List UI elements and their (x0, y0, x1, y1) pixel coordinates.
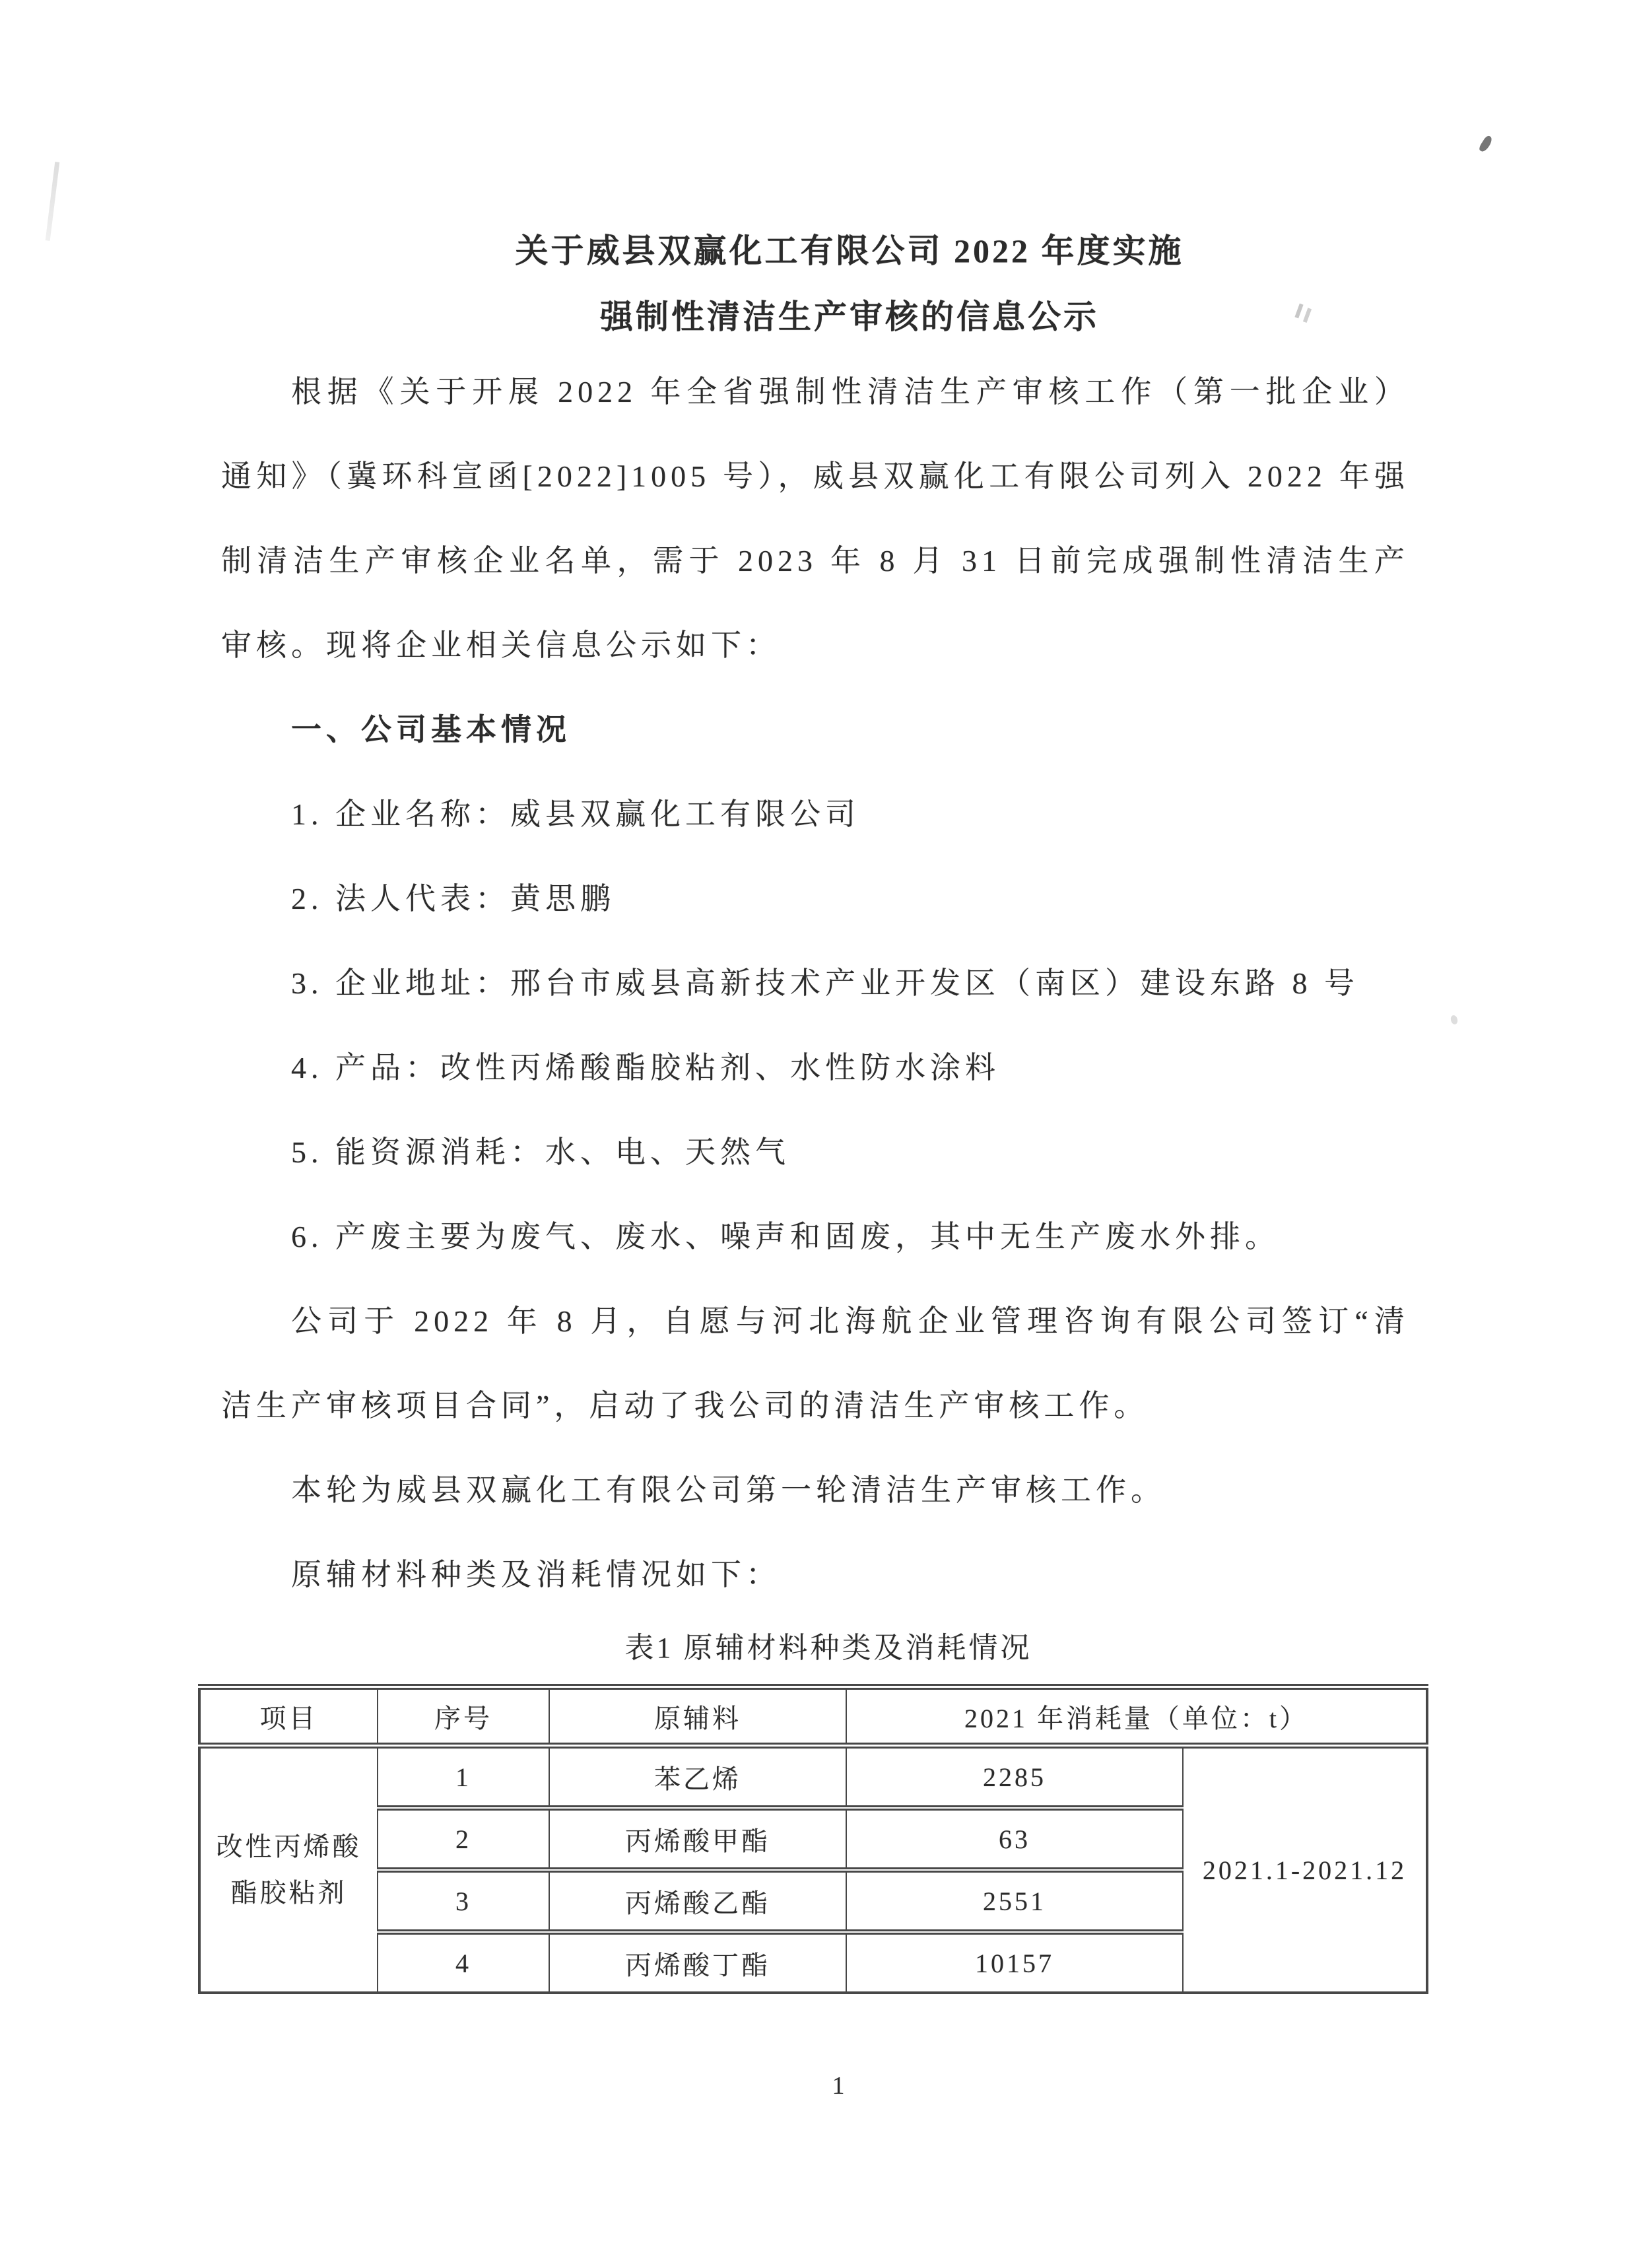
cell-amount: 2285 (846, 1746, 1183, 1809)
item-company-address: 3. 企业地址：邢台市威县高新技术产业开发区（南区）建设东路 8 号 (291, 966, 1359, 1000)
page-number: 1 (832, 2072, 845, 2100)
item-legal-representative: 2. 法人代表：黄思鹏 (291, 882, 615, 916)
document-title-line-1: 关于威县双赢化工有限公司 2022 年度实施 (515, 232, 1184, 269)
paragraph-materials-intro: 原辅材料种类及消耗情况如下： (291, 1558, 781, 1591)
table-caption: 表1 原辅材料种类及消耗情况 (624, 1632, 1032, 1664)
materials-consumption-table (198, 1684, 1428, 1994)
cell-material: 丙烯酸丁酯 (549, 1932, 846, 1993)
cell-index: 3 (378, 1870, 549, 1932)
cell-index: 4 (378, 1932, 549, 1993)
col-header-index: 序号 (378, 1687, 549, 1746)
table-header-row (199, 1687, 1427, 1746)
cell-material: 丙烯酸乙酯 (549, 1870, 846, 1932)
cell-period: 2021.1-2021.12 (1183, 1746, 1427, 1993)
item-waste: 6. 产废主要为废气、废水、噪声和固废，其中无生产废水外排。 (291, 1220, 1280, 1253)
intro-line-3: 制清洁生产审核企业名单，需于 2023 年 8 月 31 日前完成强制性清洁生产 (221, 544, 1409, 578)
section-heading-company-info: 一、公司基本情况 (291, 713, 571, 747)
intro-line-4: 审核。现将企业相关信息公示如下： (221, 628, 781, 662)
cell-amount: 63 (846, 1808, 1183, 1870)
document-title-line-2: 强制性清洁生产审核的信息公示 (600, 298, 1099, 335)
col-header-material: 原辅料 (549, 1687, 846, 1746)
item-products: 4. 产品：改性丙烯酸酯胶粘剂、水性防水涂料 (291, 1051, 1000, 1084)
col-header-project: 项目 (199, 1687, 378, 1746)
cell-index: 1 (378, 1746, 549, 1809)
cell-material: 丙烯酸甲酯 (549, 1808, 846, 1870)
table-row (199, 1746, 1427, 1809)
document-body (221, 350, 1409, 1617)
cell-amount: 2551 (846, 1870, 1183, 1932)
paragraph-first-round: 本轮为威县双赢化工有限公司第一轮清洁生产审核工作。 (291, 1473, 1166, 1507)
item-company-name: 1. 企业名称：威县双赢化工有限公司 (291, 797, 860, 831)
cell-project-category: 改性丙烯酸酯胶粘剂 (199, 1746, 378, 1993)
intro-line-1: 根据《关于开展 2022 年全省强制性清洁生产审核工作（第一批企业） (291, 375, 1409, 409)
cell-material: 苯乙烯 (549, 1746, 846, 1809)
paragraph-contract-line-2: 洁生产审核项目合同”，启动了我公司的清洁生产审核工作。 (221, 1389, 1149, 1422)
cell-index: 2 (378, 1808, 549, 1870)
cell-amount: 10157 (846, 1932, 1183, 1993)
col-header-consumption: 2021 年消耗量（单位：t） (846, 1687, 1427, 1746)
item-energy-consumption: 5. 能资源消耗：水、电、天然气 (291, 1135, 790, 1169)
intro-line-2: 通知》（冀环科宣函[2022]1005 号），威县双赢化工有限公司列入 2022 年强 (221, 459, 1409, 493)
paragraph-contract-line-1: 公司于 2022 年 8 月，自愿与河北海航企业管理咨询有限公司签订“清 (291, 1304, 1409, 1338)
